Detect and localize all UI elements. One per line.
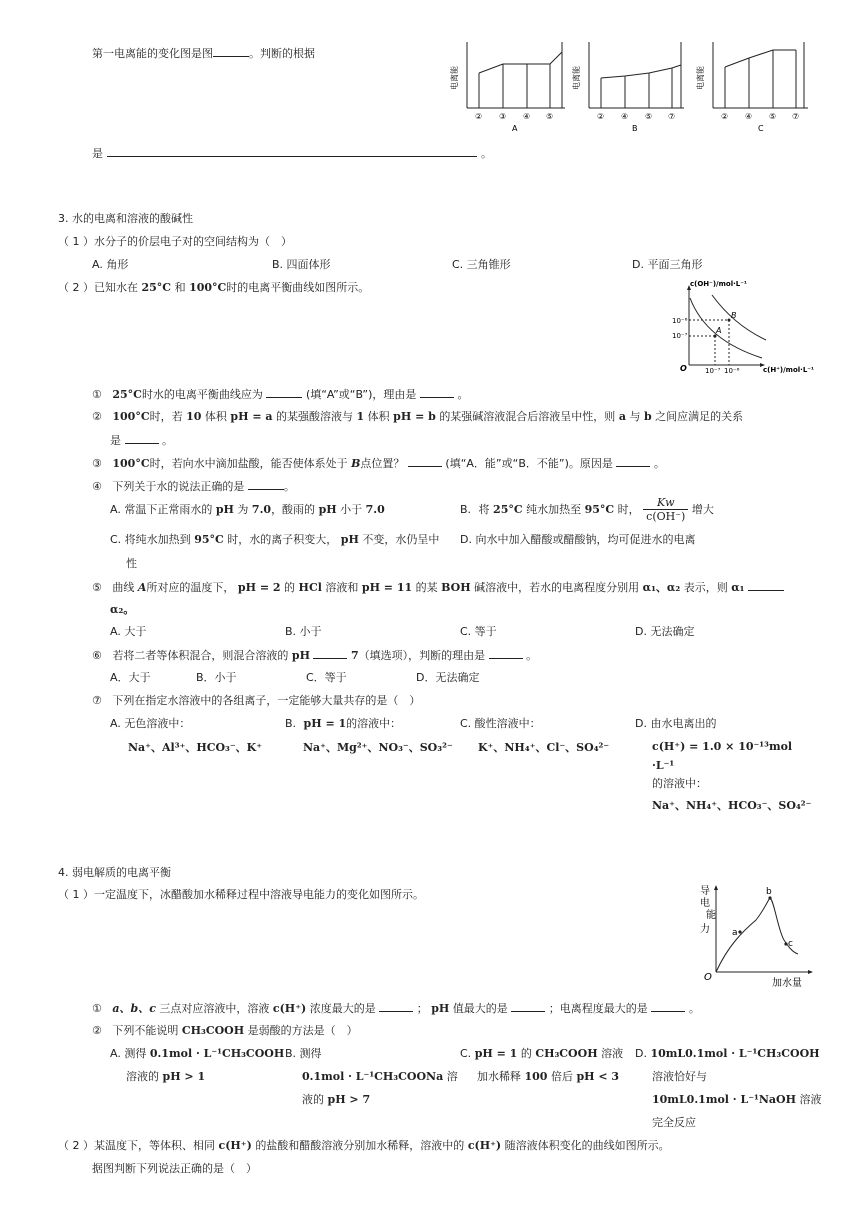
opt-text: A. 测得: [110, 1047, 147, 1060]
conc-h: c(H⁺): [467, 1139, 502, 1152]
item-text: (填“A．能”或“B．不能”)。原因是: [445, 457, 613, 470]
chart-c-tick: ④: [745, 112, 753, 121]
s4-item-2-opt-d-cont3: 完全反应: [652, 1116, 696, 1129]
item-end: 。: [162, 434, 173, 447]
item-num: ④: [92, 480, 102, 493]
chart-b-tick: ②: [597, 112, 605, 121]
answer-blank[interactable]: [408, 456, 442, 467]
chart-b-tick: ⑦: [668, 112, 676, 121]
opt-text: 倍后: [550, 1070, 573, 1083]
opt-text: 不变，水仍呈中: [362, 533, 440, 546]
item-end: 。: [283, 480, 295, 493]
item-text: 下列不能说明: [112, 1024, 179, 1037]
opt-text: 小于: [340, 503, 363, 516]
conc-unit: ·L⁻¹: [652, 759, 675, 772]
opt-text: 溶: [446, 1070, 458, 1083]
item-end: 。: [688, 1002, 700, 1015]
opt-formula: 10mL0.1mol · L⁻¹NaOH: [652, 1093, 796, 1106]
formula: BOH: [441, 581, 471, 594]
chart-a-ylabel: 电离能: [450, 66, 459, 90]
answer-blank[interactable]: [266, 387, 302, 398]
s3-item-4-opt-a[interactable]: [110, 503, 385, 517]
opt-text: pH: [340, 533, 359, 546]
ph-1: pH = 1: [303, 717, 347, 730]
opt-text: 7.0: [251, 503, 272, 516]
answer-blank[interactable]: [125, 433, 159, 444]
s3-item-5-opt-a[interactable]: A. 大于: [110, 625, 147, 638]
opt-text: 将: [478, 503, 490, 516]
temp-25: 25°C: [141, 281, 172, 294]
q-text: 水分子的价层电子对的空间结构为（ ）: [94, 235, 292, 248]
s3-item-7-opt-a[interactable]: A. 无色溶液中：: [110, 717, 191, 730]
item-text: 点位置？: [360, 457, 405, 470]
item-text: 曲线: [112, 581, 135, 594]
s4-q2-line2: 据图判断下列说法正确的是（ ）: [92, 1162, 257, 1175]
s3-item-7-opt-d[interactable]: D. 由水电离出的: [635, 717, 717, 730]
graph-ylabel: c(OH⁻)/mol·L⁻¹: [690, 280, 747, 288]
opt-text: 时，水的离子积变大，: [227, 533, 338, 546]
answer-blank[interactable]: [511, 1001, 545, 1012]
item-num: ②: [92, 1024, 102, 1037]
q-text: 和: [174, 281, 186, 294]
s3-item-4-opt-c[interactable]: [110, 533, 439, 547]
item-end: 。: [653, 457, 665, 470]
item-num: ③: [92, 457, 102, 470]
ph-b: pH = b: [393, 410, 436, 423]
q-num: （ 2 ）: [58, 281, 94, 294]
item-text: 的某强碱溶液混合后溶液呈中性，则: [439, 410, 616, 423]
chart-c-tick: ⑤: [769, 112, 777, 121]
graph-ylabel-char: 电: [700, 898, 710, 909]
s4-item-2-opt-b-cont: [302, 1070, 458, 1084]
graph-ylabel-char: 能: [706, 910, 716, 921]
s3-q1-opt-d[interactable]: D. 平面三角形: [632, 258, 703, 271]
ion-set-b: Na⁺、Mg²⁺、NO₃⁻、SO₃²⁻: [303, 741, 453, 754]
answer-blank[interactable]: [420, 387, 454, 398]
s4-item-2-opt-c-cont: [477, 1070, 619, 1084]
opt-text: 溶液: [601, 1047, 624, 1060]
s2-line1-end: 。判断的根据: [249, 47, 315, 60]
chart-c: [696, 40, 816, 135]
opt-formula: pH > 1: [162, 1070, 206, 1083]
opt-text: pH: [215, 503, 234, 516]
item-end: 。: [457, 388, 469, 401]
graph-xtick: 10⁻⁷: [705, 367, 721, 375]
chart-c-tick: ⑦: [792, 112, 800, 121]
s3-q1-opt-c[interactable]: C. 三角锥形: [452, 258, 511, 271]
ph-2: pH = 2: [237, 581, 281, 594]
item-num: ⑤: [92, 581, 102, 594]
s2-line1-text: 第一电离能的变化图是图: [92, 47, 213, 60]
opt-text: 95°C: [194, 533, 224, 546]
temp-25: 25°C: [112, 388, 142, 401]
curve-a: A: [137, 581, 147, 594]
graph-point-b: B: [731, 311, 737, 320]
q-text: 某温度下，等体积、相同: [94, 1139, 215, 1152]
opt-text: 的溶液中：: [346, 717, 402, 730]
conc-expression: c(H⁺) = 1.0 × 10⁻¹³mol: [652, 740, 793, 753]
q-num: （ 2 ）: [58, 1139, 94, 1152]
chart-b-ylabel: 电离能: [572, 66, 581, 90]
item-text: 下列关于水的说法正确的是: [112, 480, 245, 493]
graph-origin: O: [680, 364, 687, 373]
s3-item-4: [92, 479, 295, 494]
s2-line2-text: 是: [92, 147, 103, 160]
section-4-title: 4. 弱电解质的电离平衡: [58, 866, 171, 879]
item-num: ②: [92, 410, 102, 423]
ion-set-c: K⁺、NH₄⁺、Cl⁻、SO₄²⁻: [478, 741, 610, 754]
point-b: B: [351, 457, 361, 470]
chart-a-tick: ④: [523, 112, 531, 121]
item-text: 所对应的温度下，: [146, 581, 235, 594]
s4-item-2-opt-d[interactable]: [635, 1047, 820, 1061]
num: 10: [186, 410, 202, 423]
opt-text: ，酸雨的: [271, 503, 316, 516]
item-text: 三点对应溶液中，溶液: [159, 1002, 270, 1015]
answer-blank[interactable]: [248, 479, 284, 490]
opt-text: 加水稀释: [477, 1070, 521, 1083]
ph-a: pH = a: [230, 410, 273, 423]
graph-ylabel-char: 力: [700, 924, 710, 935]
q-text: 的盐酸和醋酸溶液分别加水稀释，溶液中的: [255, 1139, 465, 1152]
s3-item-2: [92, 410, 743, 424]
var-a: a: [618, 410, 626, 423]
chart-b: [572, 40, 692, 135]
graph-ytick: 10⁻⁷: [672, 332, 688, 340]
s3-item-1: [92, 387, 468, 402]
item-text: 的某强酸溶液与: [276, 410, 353, 423]
s4-item-2-opt-a-cont: [126, 1070, 205, 1084]
ph: pH: [291, 649, 310, 662]
s3-item-6-opt-b[interactable]: B．小于: [196, 671, 237, 684]
alpha: α₁: [731, 581, 745, 594]
item-num: ①: [92, 388, 102, 401]
q-text: 时的电离平衡曲线如图所示。: [226, 281, 370, 294]
conc-h: c(H⁺): [218, 1139, 252, 1152]
item-text: 体积: [204, 410, 227, 423]
q-text: 一定温度下，冰醋酸加水稀释过程中溶液导电能力的变化如图所示。: [94, 888, 424, 901]
s4-q2: [58, 1139, 670, 1153]
opt-formula: CH₃COOH: [535, 1047, 598, 1060]
chart-c-caption: C: [758, 124, 764, 133]
item-text: (填“A”或“B”)，理由是: [305, 388, 417, 401]
s3-item-6-opt-d[interactable]: D．无法确定: [416, 671, 480, 684]
answer-blank[interactable]: [651, 1001, 685, 1012]
opt-formula: 0.1mol · L⁻¹CH₃COONa: [302, 1070, 444, 1083]
num: 1: [356, 410, 365, 423]
formula: CH₃COOH: [181, 1024, 245, 1037]
s4-item-2-opt-b-cont2: [302, 1093, 370, 1107]
s3-item-7: [92, 694, 420, 708]
opt-text: 为: [237, 503, 249, 516]
item-text: 表示，则: [683, 581, 728, 594]
s3-item-3: [92, 456, 665, 471]
answer-blank[interactable]: [107, 146, 477, 157]
ph-11: pH = 11: [361, 581, 413, 594]
opt-text: D.: [635, 1047, 647, 1060]
s3-q1-opt-a[interactable]: A. 角形: [92, 258, 129, 271]
item-text: 浓度最大的是: [309, 1002, 376, 1015]
opt-text: pH: [318, 503, 337, 516]
opt-text: 增大: [691, 503, 714, 516]
graph-point-b: b: [766, 887, 772, 897]
chart-a-tick: ②: [475, 112, 483, 121]
formula: HCl: [298, 581, 322, 594]
s3-q1-opt-b[interactable]: B. 四面体形: [272, 258, 331, 271]
answer-blank[interactable]: [748, 580, 784, 591]
s3-item-5-line2: α₂。: [110, 603, 135, 616]
s4-item-2: [92, 1024, 358, 1038]
item-text: （填选项），判断的理由是: [358, 649, 486, 662]
item-text: ；: [416, 1002, 428, 1015]
s3-item-6: [92, 648, 537, 663]
s3-item-5-opt-b[interactable]: B. 小于: [285, 625, 322, 638]
chart-c-ylabel: 电离能: [696, 66, 705, 90]
item-num: ①: [92, 1002, 102, 1015]
water-ionization-graph: [672, 280, 842, 375]
graph-point-a: A: [716, 326, 722, 335]
chart-b-tick: ⑤: [645, 112, 653, 121]
s3-item-6-opt-c[interactable]: C．等于: [306, 671, 347, 684]
conc-h: c(H⁺): [272, 1002, 307, 1015]
graph-xlabel: c(H⁺)/mol·L⁻¹: [763, 366, 815, 374]
s3-item-6-opt-a[interactable]: A．大于: [110, 671, 151, 684]
opt-text: 溶液的: [126, 1070, 159, 1083]
s3-item-4-opt-d[interactable]: D. 向水中加入醋酸或醋酸钠，均可促进水的电离: [460, 533, 696, 546]
graph-xtick: 10⁻⁶: [724, 367, 740, 375]
opt-text: 纯水加热至: [526, 503, 582, 516]
answer-blank[interactable]: [616, 456, 650, 467]
opt-formula: pH = 1: [474, 1047, 518, 1060]
opt-text: 时，: [617, 503, 640, 516]
s3-item-5-opt-c[interactable]: C. 等于: [460, 625, 497, 638]
s3-item-5: [92, 580, 784, 595]
item-num: ⑥: [92, 649, 102, 662]
ph: pH: [431, 1002, 450, 1015]
item-end: 。: [526, 649, 538, 662]
points-abc: a、b、c: [112, 1002, 156, 1015]
s3-item-2-line2: [110, 433, 173, 448]
opt-d-text: 的溶液中：: [652, 777, 707, 790]
temp-100: 100°C: [112, 410, 150, 423]
item-text: 的: [284, 581, 296, 594]
item-text: 下列在指定水溶液中的各组离子，一定能够大量共存的是（ ）: [112, 694, 421, 707]
answer-blank[interactable]: [489, 648, 523, 659]
graph-ylabel-char: 导: [700, 886, 710, 897]
opt-formula: pH > 7: [327, 1093, 371, 1106]
kw-fraction: [643, 496, 688, 523]
s3-item-7-opt-b[interactable]: [285, 717, 401, 731]
opt-text: C.: [460, 1047, 472, 1060]
graph-point-a: a: [732, 928, 738, 938]
s4-item-1: [92, 1001, 700, 1016]
item-text: 溶液和: [325, 581, 359, 594]
num: 7: [350, 649, 359, 662]
item-text: 碱溶液中，若水的电离程度分别用: [474, 581, 640, 594]
chart-a-tick: ⑤: [546, 112, 554, 121]
answer-blank[interactable]: [379, 1001, 413, 1012]
chart-a-tick: ③: [499, 112, 507, 121]
item-text: 时，若向水中滴加盐酸，能否使体系处于: [149, 457, 348, 470]
chart-b-tick: ④: [621, 112, 629, 121]
s3-item-4-opt-c-cont: 性: [126, 557, 137, 570]
q-num: （ 1 ）: [58, 235, 94, 248]
opt-text: 的: [520, 1047, 532, 1060]
ion-set-d: Na⁺、NH₄⁺、HCO₃⁻、SO₄²⁻: [652, 799, 812, 812]
graph-point-c: c: [788, 939, 793, 949]
item-text: 是: [110, 434, 121, 447]
opt-text: B.: [285, 717, 297, 730]
item-text: 是弱酸的方法是（ ）: [247, 1024, 358, 1037]
section-3-title: 3. 水的电离和溶液的酸碱性: [58, 212, 193, 225]
s4-item-2-opt-d-cont: 溶液恰好与: [652, 1070, 707, 1083]
s4-item-2-opt-a[interactable]: [110, 1047, 284, 1061]
opt-text: C. 将纯水加热到: [110, 533, 191, 546]
opt-text: 溶液: [799, 1093, 822, 1106]
item-text: 值最大的是: [452, 1002, 508, 1015]
s2-line2: 是 。: [92, 147, 492, 160]
ion-set-a: Na⁺、Al³⁺、HCO₃⁻、K⁺: [128, 741, 263, 754]
q-num: （ 1 ）: [58, 888, 94, 901]
item-text: 若将二者等体积混合，则混合溶液的: [112, 649, 289, 662]
item-text: 体积: [367, 410, 390, 423]
item-text: 的某: [415, 581, 438, 594]
graph-xlabel: 加水量: [772, 978, 802, 989]
s3-item-4-opt-b[interactable]: [460, 496, 714, 523]
chart-a: [450, 40, 570, 135]
q-text: 已知水在: [94, 281, 138, 294]
opt-text: A. 常温下正常雨水的: [110, 503, 213, 516]
item-text: 与: [629, 410, 641, 423]
s3-q1: [58, 235, 292, 249]
opt-formula: 100: [524, 1070, 548, 1083]
q-text: 随溶液体积变化的曲线如图所示。: [504, 1139, 670, 1152]
s2-line1: [92, 46, 315, 61]
answer-blank[interactable]: [213, 46, 249, 57]
s3-item-7-opt-c[interactable]: C. 酸性溶液中：: [460, 717, 541, 730]
item-text: 时，若: [149, 410, 183, 423]
fraction-num: Kw: [643, 496, 688, 510]
item-text: 之间应满足的关系: [655, 410, 744, 423]
item-text: ；电离程度最大的是: [548, 1002, 648, 1015]
opt-text: 95°C: [584, 503, 615, 516]
alpha: α₁、α₂: [642, 581, 681, 594]
s4-item-2-opt-c[interactable]: [460, 1047, 623, 1061]
chart-a-caption: A: [512, 124, 518, 133]
item-text: 时水的电离平衡曲线应为: [141, 388, 263, 401]
s4-item-2-opt-b[interactable]: B. 测得: [285, 1047, 322, 1060]
opt-formula: 0.1mol · L⁻¹CH₃COOH: [149, 1047, 285, 1060]
opt-text: 25°C: [493, 503, 523, 516]
var-b: b: [643, 410, 652, 423]
fraction-den: c(OH⁻): [646, 510, 686, 523]
item-num: ⑦: [92, 694, 102, 707]
conductivity-graph: [698, 880, 818, 990]
s3-q2: [58, 281, 369, 295]
temp-100: 100°C: [189, 281, 227, 294]
answer-blank[interactable]: [313, 648, 347, 659]
chart-b-caption: B: [632, 124, 638, 133]
temp-100: 100°C: [112, 457, 150, 470]
s4-item-2-opt-d-cont2: [652, 1093, 821, 1107]
opt-text: 液的: [302, 1093, 324, 1106]
chart-c-tick: ②: [721, 112, 729, 121]
graph-ytick: 10⁻⁶: [672, 317, 688, 325]
graph-origin: O: [704, 972, 712, 983]
opt-text: 7.0: [365, 503, 385, 516]
opt-formula: pH < 3: [576, 1070, 620, 1083]
s4-q1: [58, 888, 424, 902]
opt-text: B.: [460, 503, 472, 516]
s3-item-5-opt-d[interactable]: D. 无法确定: [635, 625, 695, 638]
opt-formula: 10mL0.1mol · L⁻¹CH₃COOH: [650, 1047, 820, 1060]
